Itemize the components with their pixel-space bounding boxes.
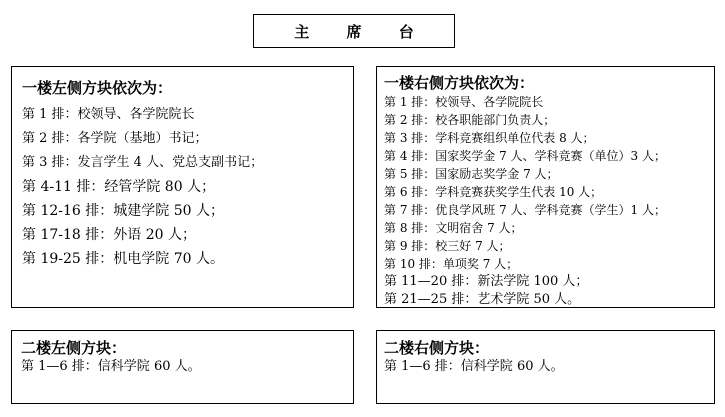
stage-box xyxy=(253,14,455,48)
right-floor1-block xyxy=(376,66,715,308)
right-floor1-row: 第 5 排：国家励志奖学金 7 人； xyxy=(384,167,559,181)
left-floor1-row: 第 2 排：各学院（基地）书记； xyxy=(22,131,208,146)
right-floor1-row: 第 21—25 排：艺术学院 50 人。 xyxy=(384,292,581,307)
left-floor2-heading: 二楼左侧方块： xyxy=(21,339,127,357)
left-floor1-row: 第 3 排：发言学生 4 人、党总支副书记； xyxy=(22,155,264,170)
left-floor1-row: 第 1 排：校领导、各学院院长 xyxy=(22,107,195,122)
right-floor2-block xyxy=(376,330,715,404)
left-floor1-heading: 一楼左侧方块依次为： xyxy=(22,79,173,97)
stage-label: 主 席 台 xyxy=(294,22,430,41)
right-floor1-row: 第 2 排：校各职能部门负责人； xyxy=(384,113,556,127)
right-floor1-row: 第 9 排：校三好 7 人； xyxy=(384,239,511,253)
left-floor1-block xyxy=(11,66,354,308)
left-floor1-row: 第 17-18 排：外语 20 人； xyxy=(22,227,196,243)
right-floor2-heading: 二楼右侧方块： xyxy=(384,339,490,357)
left-floor2-block xyxy=(11,330,354,404)
right-floor1-row: 第 8 排：文明宿舍 7 人； xyxy=(384,221,523,235)
left-floor1-row: 第 4-11 排：经管学院 80 人； xyxy=(22,179,216,195)
right-floor1-row: 第 3 排：学科竞赛组织单位代表 8 人； xyxy=(384,131,595,145)
right-floor1-row: 第 10 排：单项奖 7 人； xyxy=(384,257,519,271)
right-floor1-row: 第 11—20 排：新法学院 100 人； xyxy=(384,274,589,289)
right-floor1-heading: 一楼右侧方块依次为： xyxy=(384,74,535,92)
left-floor1-row: 第 12-16 排：城建学院 50 人； xyxy=(22,203,224,219)
right-floor1-row: 第 4 排：国家奖学金 7 人、学科竞赛（单位）3 人； xyxy=(384,149,666,163)
right-floor1-row: 第 6 排：学科竞赛获奖学生代表 10 人； xyxy=(384,185,603,199)
right-floor1-row: 第 7 排：优良学风班 7 人、学科竞赛（学生）1 人； xyxy=(384,203,666,217)
right-floor1-row: 第 1 排：校领导、各学院院长 xyxy=(384,95,544,109)
left-floor2-row: 第 1—6 排：信科学院 60 人。 xyxy=(21,359,201,374)
left-floor1-row: 第 19-25 排：机电学院 70 人。 xyxy=(22,251,224,267)
right-floor2-row: 第 1—6 排：信科学院 60 人。 xyxy=(384,359,564,374)
